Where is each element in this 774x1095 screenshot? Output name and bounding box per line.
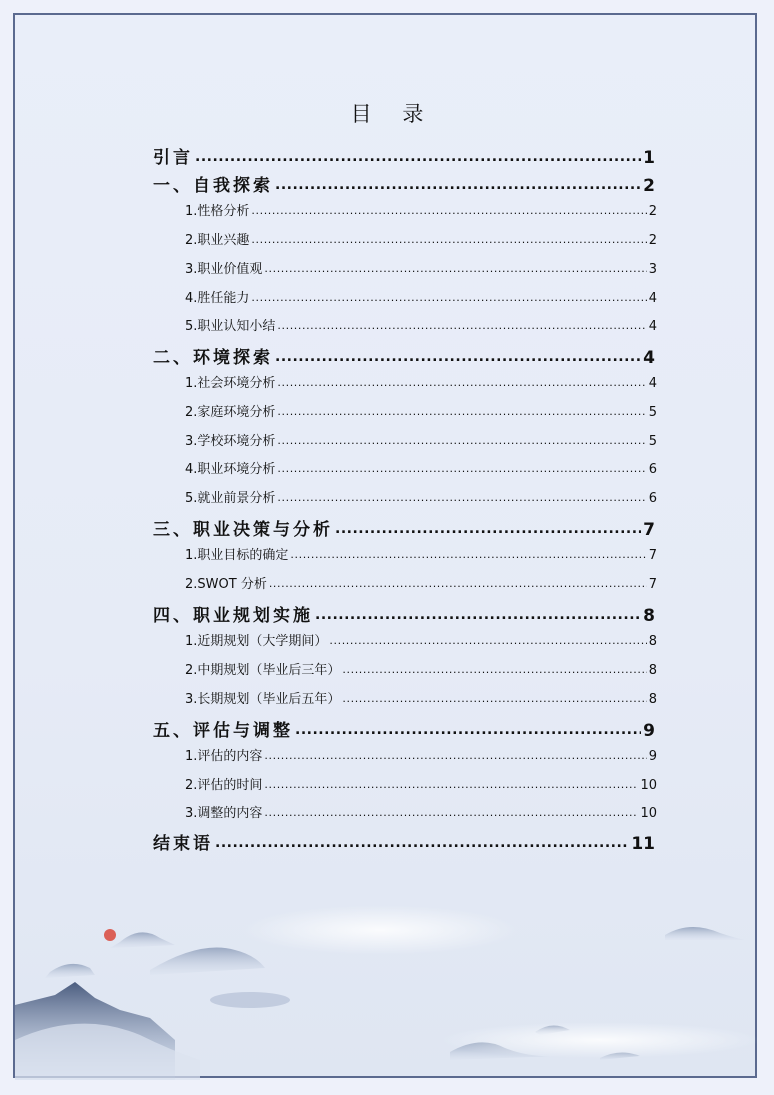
toc-page-number: 5	[648, 434, 657, 449]
toc-page-number: 1	[643, 148, 655, 168]
toc-entry[interactable]	[185, 487, 657, 506]
dot-leader	[342, 663, 646, 676]
dot-leader	[251, 233, 646, 246]
toc-entry[interactable]	[185, 200, 657, 219]
toc-page-number: 2	[643, 176, 655, 196]
dot-leader	[277, 405, 646, 418]
toc-entry-label: 2.中期规划（毕业后三年）	[185, 663, 341, 678]
toc-page-number: 4	[643, 348, 655, 368]
dot-leader	[290, 548, 646, 561]
dot-leader	[277, 491, 646, 504]
dot-leader	[342, 692, 646, 705]
toc-entry[interactable]	[153, 515, 655, 540]
toc-page-number: 6	[648, 462, 657, 477]
toc-entry[interactable]	[185, 630, 657, 649]
toc-page-number: 10	[640, 778, 657, 793]
toc-page-number: 8	[648, 663, 657, 678]
dot-leader	[264, 262, 646, 275]
toc-entry-label: 3.调整的内容	[185, 806, 263, 821]
toc-page-number: 3	[648, 262, 657, 277]
dot-leader	[275, 177, 641, 194]
toc-entry-label: 1.近期规划（大学期间）	[185, 634, 328, 649]
toc-entry[interactable]	[185, 430, 657, 449]
page-title: 目 录	[350, 102, 436, 126]
toc-page-number: 10	[640, 806, 657, 821]
toc-page-number: 8	[643, 606, 655, 626]
toc-entry-label: 四、职业规划实施	[153, 606, 313, 626]
toc-entry-label: 1.性格分析	[185, 204, 250, 219]
dot-leader	[295, 722, 641, 739]
toc-page-number: 4	[648, 319, 657, 334]
toc-entry-label: 5.就业前景分析	[185, 491, 276, 506]
toc-entry[interactable]	[185, 802, 657, 821]
dot-leader	[215, 835, 629, 852]
toc-entry-label: 三、职业决策与分析	[153, 520, 333, 540]
toc-entry[interactable]	[185, 659, 657, 678]
toc-entry[interactable]	[153, 716, 655, 741]
dot-leader	[195, 149, 641, 166]
toc-entry-label: 5.职业认知小结	[185, 319, 276, 334]
toc-page-number: 4	[648, 376, 657, 391]
toc-entry-label: 一、自我探索	[153, 176, 273, 196]
toc-entry[interactable]	[185, 258, 657, 277]
toc-entry-label: 引言	[153, 148, 193, 168]
toc-page-number: 11	[631, 834, 655, 854]
dot-leader	[329, 634, 646, 647]
dot-leader	[277, 434, 646, 447]
toc-entry[interactable]	[153, 171, 655, 196]
toc-entry-label: 3.长期规划（毕业后五年）	[185, 692, 341, 707]
toc-entry-label: 3.学校环境分析	[185, 434, 276, 449]
toc-entry[interactable]	[185, 573, 657, 592]
toc-page-number: 2	[648, 204, 657, 219]
toc-entry[interactable]	[153, 829, 655, 854]
toc-entry[interactable]	[185, 287, 657, 306]
toc-entry-label: 1.评估的内容	[185, 749, 263, 764]
dot-leader	[277, 319, 646, 332]
dot-leader	[264, 806, 638, 819]
toc-page-number: 7	[648, 548, 657, 563]
toc-entry-label: 二、环境探索	[153, 348, 273, 368]
toc-entry[interactable]	[185, 315, 657, 334]
toc-entry[interactable]	[153, 343, 655, 368]
toc-entry-label: 4.胜任能力	[185, 291, 250, 306]
toc-page-number: 8	[648, 634, 657, 649]
dot-leader	[264, 749, 646, 762]
dot-leader	[251, 291, 646, 304]
toc-entry-label: 2.评估的时间	[185, 778, 263, 793]
toc-entry[interactable]	[185, 745, 657, 764]
toc-page-number: 8	[648, 692, 657, 707]
toc-entry[interactable]	[185, 372, 657, 391]
toc-entry[interactable]	[185, 229, 657, 248]
toc-page-number: 9	[648, 749, 657, 764]
toc-entry-label: 2.SWOT 分析	[185, 577, 267, 592]
toc-page-number: 2	[648, 233, 657, 248]
toc-entry[interactable]	[185, 774, 657, 793]
toc-entry[interactable]	[153, 601, 655, 626]
toc-page-number: 7	[648, 577, 657, 592]
toc-entry-label: 2.职业兴趣	[185, 233, 250, 248]
toc-entry[interactable]	[185, 544, 657, 563]
dot-leader	[277, 462, 646, 475]
toc-page-number: 6	[648, 491, 657, 506]
toc-entry-label: 4.职业环境分析	[185, 462, 276, 477]
dot-leader	[251, 204, 646, 217]
dot-leader	[264, 778, 638, 791]
toc-entry-label: 1.职业目标的确定	[185, 548, 289, 563]
toc-page-number: 4	[648, 291, 657, 306]
toc-entry[interactable]	[153, 143, 655, 168]
dot-leader	[335, 521, 641, 538]
toc-page-number: 7	[643, 520, 655, 540]
toc-page-number: 5	[648, 405, 657, 420]
toc-entry-label: 2.家庭环境分析	[185, 405, 276, 420]
dot-leader	[315, 607, 641, 624]
dot-leader	[277, 376, 646, 389]
toc-entry[interactable]	[185, 688, 657, 707]
toc-entry[interactable]	[185, 458, 657, 477]
dot-leader	[275, 349, 641, 366]
toc-entry[interactable]	[185, 401, 657, 420]
toc-entry-label: 五、评估与调整	[153, 721, 293, 741]
toc-entry-label: 结束语	[153, 834, 213, 854]
toc-page-number: 9	[643, 721, 655, 741]
toc-entry-label: 3.职业价值观	[185, 262, 263, 277]
dot-leader	[269, 577, 647, 590]
toc-entry-label: 1.社会环境分析	[185, 376, 276, 391]
